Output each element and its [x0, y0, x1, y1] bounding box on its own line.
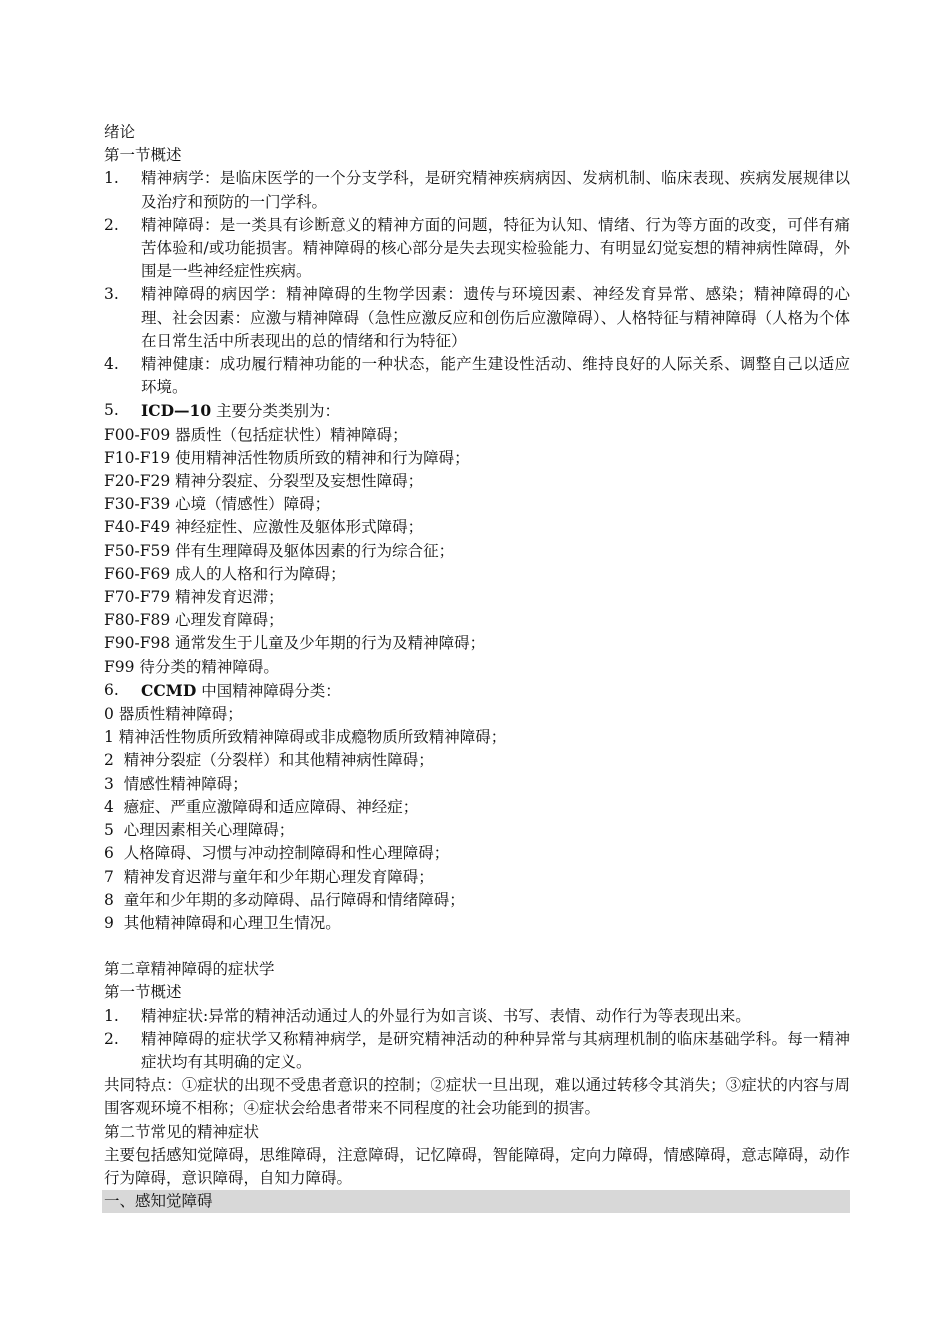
icd-category: F80-F89 心理发育障碍； [104, 611, 284, 630]
icd-category: F00-F09 器质性（包括症状性）精神障碍； [104, 425, 408, 444]
ccmd-heading [104, 679, 850, 703]
list-item [104, 214, 850, 284]
ccmd-category: 8 童年和少年期的多动障碍、品行障碍和情绪障碍； [104, 890, 465, 909]
list-item [104, 167, 850, 213]
ccmd-category: 4 癔症、严重应激障碍和适应障碍、神经症； [104, 797, 419, 816]
icd-heading [104, 399, 850, 423]
icd-label: ICD—10 [141, 401, 212, 421]
list-item-number: 2. [104, 1029, 119, 1048]
list-item-number: 4. [104, 355, 119, 374]
common-features-paragraph: 共同特点：①症状的出现不受患者意识的控制；②症状一旦出现，难以通过转移令其消失；③症状的内容与周围客观环境不相称；④症状会给患者带来不同程度的社会功能到的损害。 [104, 1076, 850, 1118]
intro-section-title: 第一节概述 [104, 146, 182, 165]
perception-disorder-subheading: 一、感知觉障碍 [102, 1190, 850, 1213]
list-item [104, 353, 850, 399]
icd-heading-text: 主要分类类别为： [211, 402, 341, 421]
icd-category: F99 待分类的精神障碍。 [104, 657, 279, 676]
ccmd-category: 5 心理因素相关心理障碍； [104, 821, 295, 840]
list-item-text: 精神健康：成功履行精神功能的一种状态，能产生建设性活动、维持良好的人际关系、调整自己以适应环境。 [141, 355, 850, 397]
ccmd-category: 1 精神活性物质所致精神障碍或非成瘾物质所致精神障碍； [104, 728, 507, 747]
icd-category: F40-F49 神经症性、应激性及躯体形式障碍； [104, 518, 424, 537]
chapter2-section-title: 第一节概述 [104, 983, 182, 1002]
chapter2-heading: 第二章精神障碍的症状学 [104, 960, 275, 979]
blank-line [104, 935, 850, 958]
list-item-number: 5. [104, 401, 119, 420]
icd-category: F60-F69 成人的人格和行为障碍； [104, 564, 346, 583]
list-item-number: 1. [104, 1006, 119, 1025]
list-item-number: 6. [104, 680, 119, 699]
intro-heading: 绪论 [104, 123, 136, 141]
icd-category: F20-F29 精神分裂症、分裂型及妄想性障碍； [104, 472, 424, 491]
symptoms-summary-paragraph: 主要包括感知觉障碍，思维障碍，注意障碍，记忆障碍，智能障碍，定向力障碍，情感障碍，意志障碍，动作行为障碍，意识障碍，自知力障碍。 [104, 1145, 850, 1187]
list-item [104, 1028, 850, 1074]
list-item [104, 1005, 850, 1028]
ccmd-label: CCMD [141, 680, 197, 700]
list-item-number: 1. [104, 169, 119, 188]
ccmd-category: 7 精神发育迟滞与童年和少年期心理发育障碍； [104, 867, 434, 886]
list-item-text: 精神障碍的症状学又称精神病学，是研究精神活动的种种异常与其病理机制的临床基础学科。每一精神症状均有其明确的定义。 [141, 1029, 850, 1071]
list-item-text: 精神病学：是临床医学的一个分支学科，是研究精神疾病病因、发病机制、临床表现、疾病发展规律以及治疗和预防的一门学科。 [141, 169, 850, 211]
icd-category: F90-F98 通常发生于儿童及少年期的行为及精神障碍； [104, 634, 486, 653]
document-page [104, 121, 850, 1213]
ccmd-category: 9 其他精神障碍和心理卫生情况。 [104, 913, 341, 932]
ccmd-category: 0 器质性精神障碍； [104, 705, 243, 724]
ccmd-heading-text: 中国精神障碍分类： [196, 681, 341, 700]
ccmd-category: 3 情感性精神障碍； [104, 774, 248, 793]
ccmd-category: 2 精神分裂症（分裂样）和其他精神病性障碍； [104, 751, 434, 770]
list-item-text: 精神障碍的病因学：精神障碍的生物学因素：遗传与环境因素、神经发育异常、感染；精神障碍的心理、社会因素：应激与精神障碍（急性应激反应和创伤后应激障碍）、人格特征与精神障碍（人格为个体在日常生活中所表现出的总的情绪和行为特征） [141, 285, 850, 350]
icd-category: F70-F79 精神发育迟滞； [104, 588, 284, 607]
icd-category: F30-F39 心境（情感性）障碍； [104, 495, 331, 514]
chapter2-section2-title: 第二节常见的精神症状 [104, 1122, 260, 1141]
list-item-text: 精神障碍：是一类具有诊断意义的精神方面的问题，特征为认知、情绪、行为等方面的改变，可伴有痛苦体验和/或功能损害。精神障碍的核心部分是失去现实检验能力、有明显幻觉妄想的精神病性障碍，外围是一些神经症性疾病。 [141, 215, 850, 281]
icd-category: F50-F59 伴有生理障碍及躯体因素的行为综合征； [104, 541, 455, 560]
list-item [104, 283, 850, 353]
list-item-number: 2. [104, 215, 119, 234]
ccmd-category: 6 人格障碍、习惯与冲动控制障碍和性心理障碍； [104, 844, 450, 863]
icd-category: F10-F19 使用精神活性物质所致的精神和行为障碍； [104, 448, 470, 467]
list-item-text: 精神症状:异常的精神活动通过人的外显行为如言谈、书写、表情、动作行为等表现出来。 [141, 1006, 751, 1025]
list-item-number: 3. [104, 285, 119, 304]
